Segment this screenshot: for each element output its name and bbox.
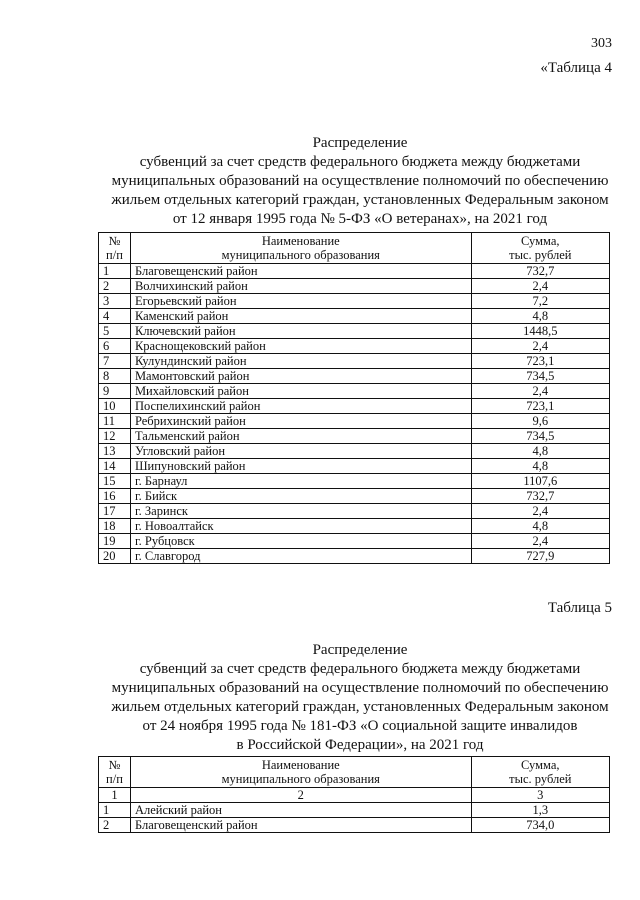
- table-4-body: [99, 264, 610, 564]
- index-cell: 2: [130, 788, 471, 803]
- header-num-line: №: [108, 758, 121, 772]
- row-sum: 4,8: [471, 444, 609, 459]
- row-name: Егорьевский район: [130, 294, 471, 309]
- table-row: [99, 414, 610, 429]
- row-number: 1: [99, 264, 131, 279]
- page-number: 303: [591, 36, 612, 51]
- row-sum: 1107,6: [471, 474, 609, 489]
- row-sum: 2,4: [471, 279, 609, 294]
- row-number: 10: [99, 399, 131, 414]
- index-cell: 3: [471, 788, 609, 803]
- header-sum-line: Сумма,: [521, 234, 560, 248]
- row-name: Благовещенский район: [130, 818, 471, 833]
- header-name-line: Наименование: [261, 758, 340, 772]
- table-4-label: «Таблица 4: [540, 60, 612, 76]
- header-num: [99, 757, 131, 788]
- header-sum: [471, 757, 609, 788]
- table-row: [99, 803, 610, 818]
- row-sum: 1448,5: [471, 324, 609, 339]
- row-sum: 723,1: [471, 354, 609, 369]
- table-row: [99, 818, 610, 833]
- header-num-line: п/п: [106, 772, 123, 786]
- row-sum: 9,6: [471, 414, 609, 429]
- table-5-heading: [90, 641, 630, 755]
- row-number: 2: [99, 818, 131, 833]
- table-row: [99, 519, 610, 534]
- header-sum-line: тыс. рублей: [509, 248, 572, 262]
- header-sum-line: Сумма,: [521, 758, 560, 772]
- row-sum: 4,8: [471, 459, 609, 474]
- row-name: Михайловский район: [130, 384, 471, 399]
- row-name: Кулундинский район: [130, 354, 471, 369]
- table-row: [99, 264, 610, 279]
- row-number: 19: [99, 534, 131, 549]
- row-number: 14: [99, 459, 131, 474]
- row-name: Мамонтовский район: [130, 369, 471, 384]
- table-5-heading-line: от 24 ноября 1995 года № 181-ФЗ «О социальной защите инвалидов: [142, 718, 578, 734]
- index-cell: 1: [99, 788, 131, 803]
- row-sum: 1,3: [471, 803, 609, 818]
- table-row: [99, 444, 610, 459]
- table-row: [99, 549, 610, 564]
- row-number: 5: [99, 324, 131, 339]
- column-index-row: [99, 788, 610, 803]
- row-name: Шипуновский район: [130, 459, 471, 474]
- table-5-rows: [99, 803, 610, 833]
- header-name-line: Наименование: [261, 234, 340, 248]
- table-row: [99, 369, 610, 384]
- row-number: 6: [99, 339, 131, 354]
- row-name: Каменский район: [130, 309, 471, 324]
- table-5-title: Распределение: [312, 642, 408, 658]
- header-sum: [471, 233, 609, 264]
- row-sum: 2,4: [471, 384, 609, 399]
- table-5-body: [99, 788, 610, 803]
- table-row: [99, 399, 610, 414]
- row-sum: 723,1: [471, 399, 609, 414]
- table-header-row: [99, 233, 610, 264]
- table-5-heading-line: жильем отдельных категорий граждан, установленных Федеральным законом: [111, 699, 609, 715]
- table-5-heading-line: муниципальных образований на осуществление полномочий по обеспечению: [111, 680, 609, 696]
- row-name: г. Славгород: [130, 549, 471, 564]
- row-number: 4: [99, 309, 131, 324]
- row-name: г. Бийск: [130, 489, 471, 504]
- table-row: [99, 339, 610, 354]
- row-name: г. Заринск: [130, 504, 471, 519]
- row-number: 7: [99, 354, 131, 369]
- table-5: [98, 756, 610, 833]
- row-name: Ребрихинский район: [130, 414, 471, 429]
- row-name: г. Рубцовск: [130, 534, 471, 549]
- table-row: [99, 474, 610, 489]
- row-number: 20: [99, 549, 131, 564]
- row-name: Краснощековский район: [130, 339, 471, 354]
- row-name: Волчихинский район: [130, 279, 471, 294]
- table-row: [99, 489, 610, 504]
- header-num: [99, 233, 131, 264]
- row-number: 1: [99, 803, 131, 818]
- table-4-heading-line: от 12 января 1995 года № 5-ФЗ «О ветеранах», на 2021 год: [172, 211, 548, 227]
- table-4-heading-line: муниципальных образований на осуществление полномочий по обеспечению: [111, 173, 609, 189]
- row-name: Тальменский район: [130, 429, 471, 444]
- row-number: 3: [99, 294, 131, 309]
- row-name: г. Новоалтайск: [130, 519, 471, 534]
- table-5-heading-line: в Российской Федерации», на 2021 год: [236, 737, 484, 753]
- table-4-heading-line: субвенций за счет средств федерального бюджета между бюджетами: [139, 154, 581, 170]
- row-number: 18: [99, 519, 131, 534]
- row-number: 8: [99, 369, 131, 384]
- table-5-label: Таблица 5: [547, 600, 612, 616]
- table-row: [99, 279, 610, 294]
- row-sum: 734,5: [471, 429, 609, 444]
- row-sum: 2,4: [471, 534, 609, 549]
- header-name: [130, 757, 471, 788]
- row-number: 12: [99, 429, 131, 444]
- row-number: 16: [99, 489, 131, 504]
- header-name-line: муниципального образования: [221, 248, 380, 262]
- header-num-line: №: [108, 234, 121, 248]
- row-sum: 7,2: [471, 294, 609, 309]
- table-header-row: [99, 757, 610, 788]
- row-name: Ключевский район: [130, 324, 471, 339]
- table-row: [99, 504, 610, 519]
- row-number: 2: [99, 279, 131, 294]
- row-sum: 734,0: [471, 818, 609, 833]
- row-sum: 732,7: [471, 264, 609, 279]
- header-sum-line: тыс. рублей: [509, 772, 572, 786]
- row-sum: 727,9: [471, 549, 609, 564]
- row-number: 13: [99, 444, 131, 459]
- table-row: [99, 294, 610, 309]
- table-row: [99, 354, 610, 369]
- row-name: г. Барнаул: [130, 474, 471, 489]
- table-row: [99, 324, 610, 339]
- table-row: [99, 534, 610, 549]
- row-name: Угловский район: [130, 444, 471, 459]
- row-sum: 732,7: [471, 489, 609, 504]
- row-number: 17: [99, 504, 131, 519]
- row-sum: 4,8: [471, 309, 609, 324]
- table-row: [99, 309, 610, 324]
- table-5-heading-line: субвенций за счет средств федерального бюджета между бюджетами: [139, 661, 581, 677]
- row-sum: 734,5: [471, 369, 609, 384]
- table-row: [99, 429, 610, 444]
- row-sum: 2,4: [471, 504, 609, 519]
- row-number: 9: [99, 384, 131, 399]
- row-name: Поспелихинский район: [130, 399, 471, 414]
- table-row: [99, 459, 610, 474]
- table-4-heading: [90, 134, 630, 229]
- row-sum: 4,8: [471, 519, 609, 534]
- table-4-title: Распределение: [312, 135, 408, 151]
- row-name: Алейский район: [130, 803, 471, 818]
- table-row: [99, 384, 610, 399]
- header-name-line: муниципального образования: [221, 772, 380, 786]
- row-number: 15: [99, 474, 131, 489]
- table-4: [98, 232, 610, 564]
- header-num-line: п/п: [106, 248, 123, 262]
- row-name: Благовещенский район: [130, 264, 471, 279]
- table-4-heading-line: жильем отдельных категорий граждан, установленных Федеральным законом: [111, 192, 609, 208]
- row-sum: 2,4: [471, 339, 609, 354]
- row-number: 11: [99, 414, 131, 429]
- header-name: [130, 233, 471, 264]
